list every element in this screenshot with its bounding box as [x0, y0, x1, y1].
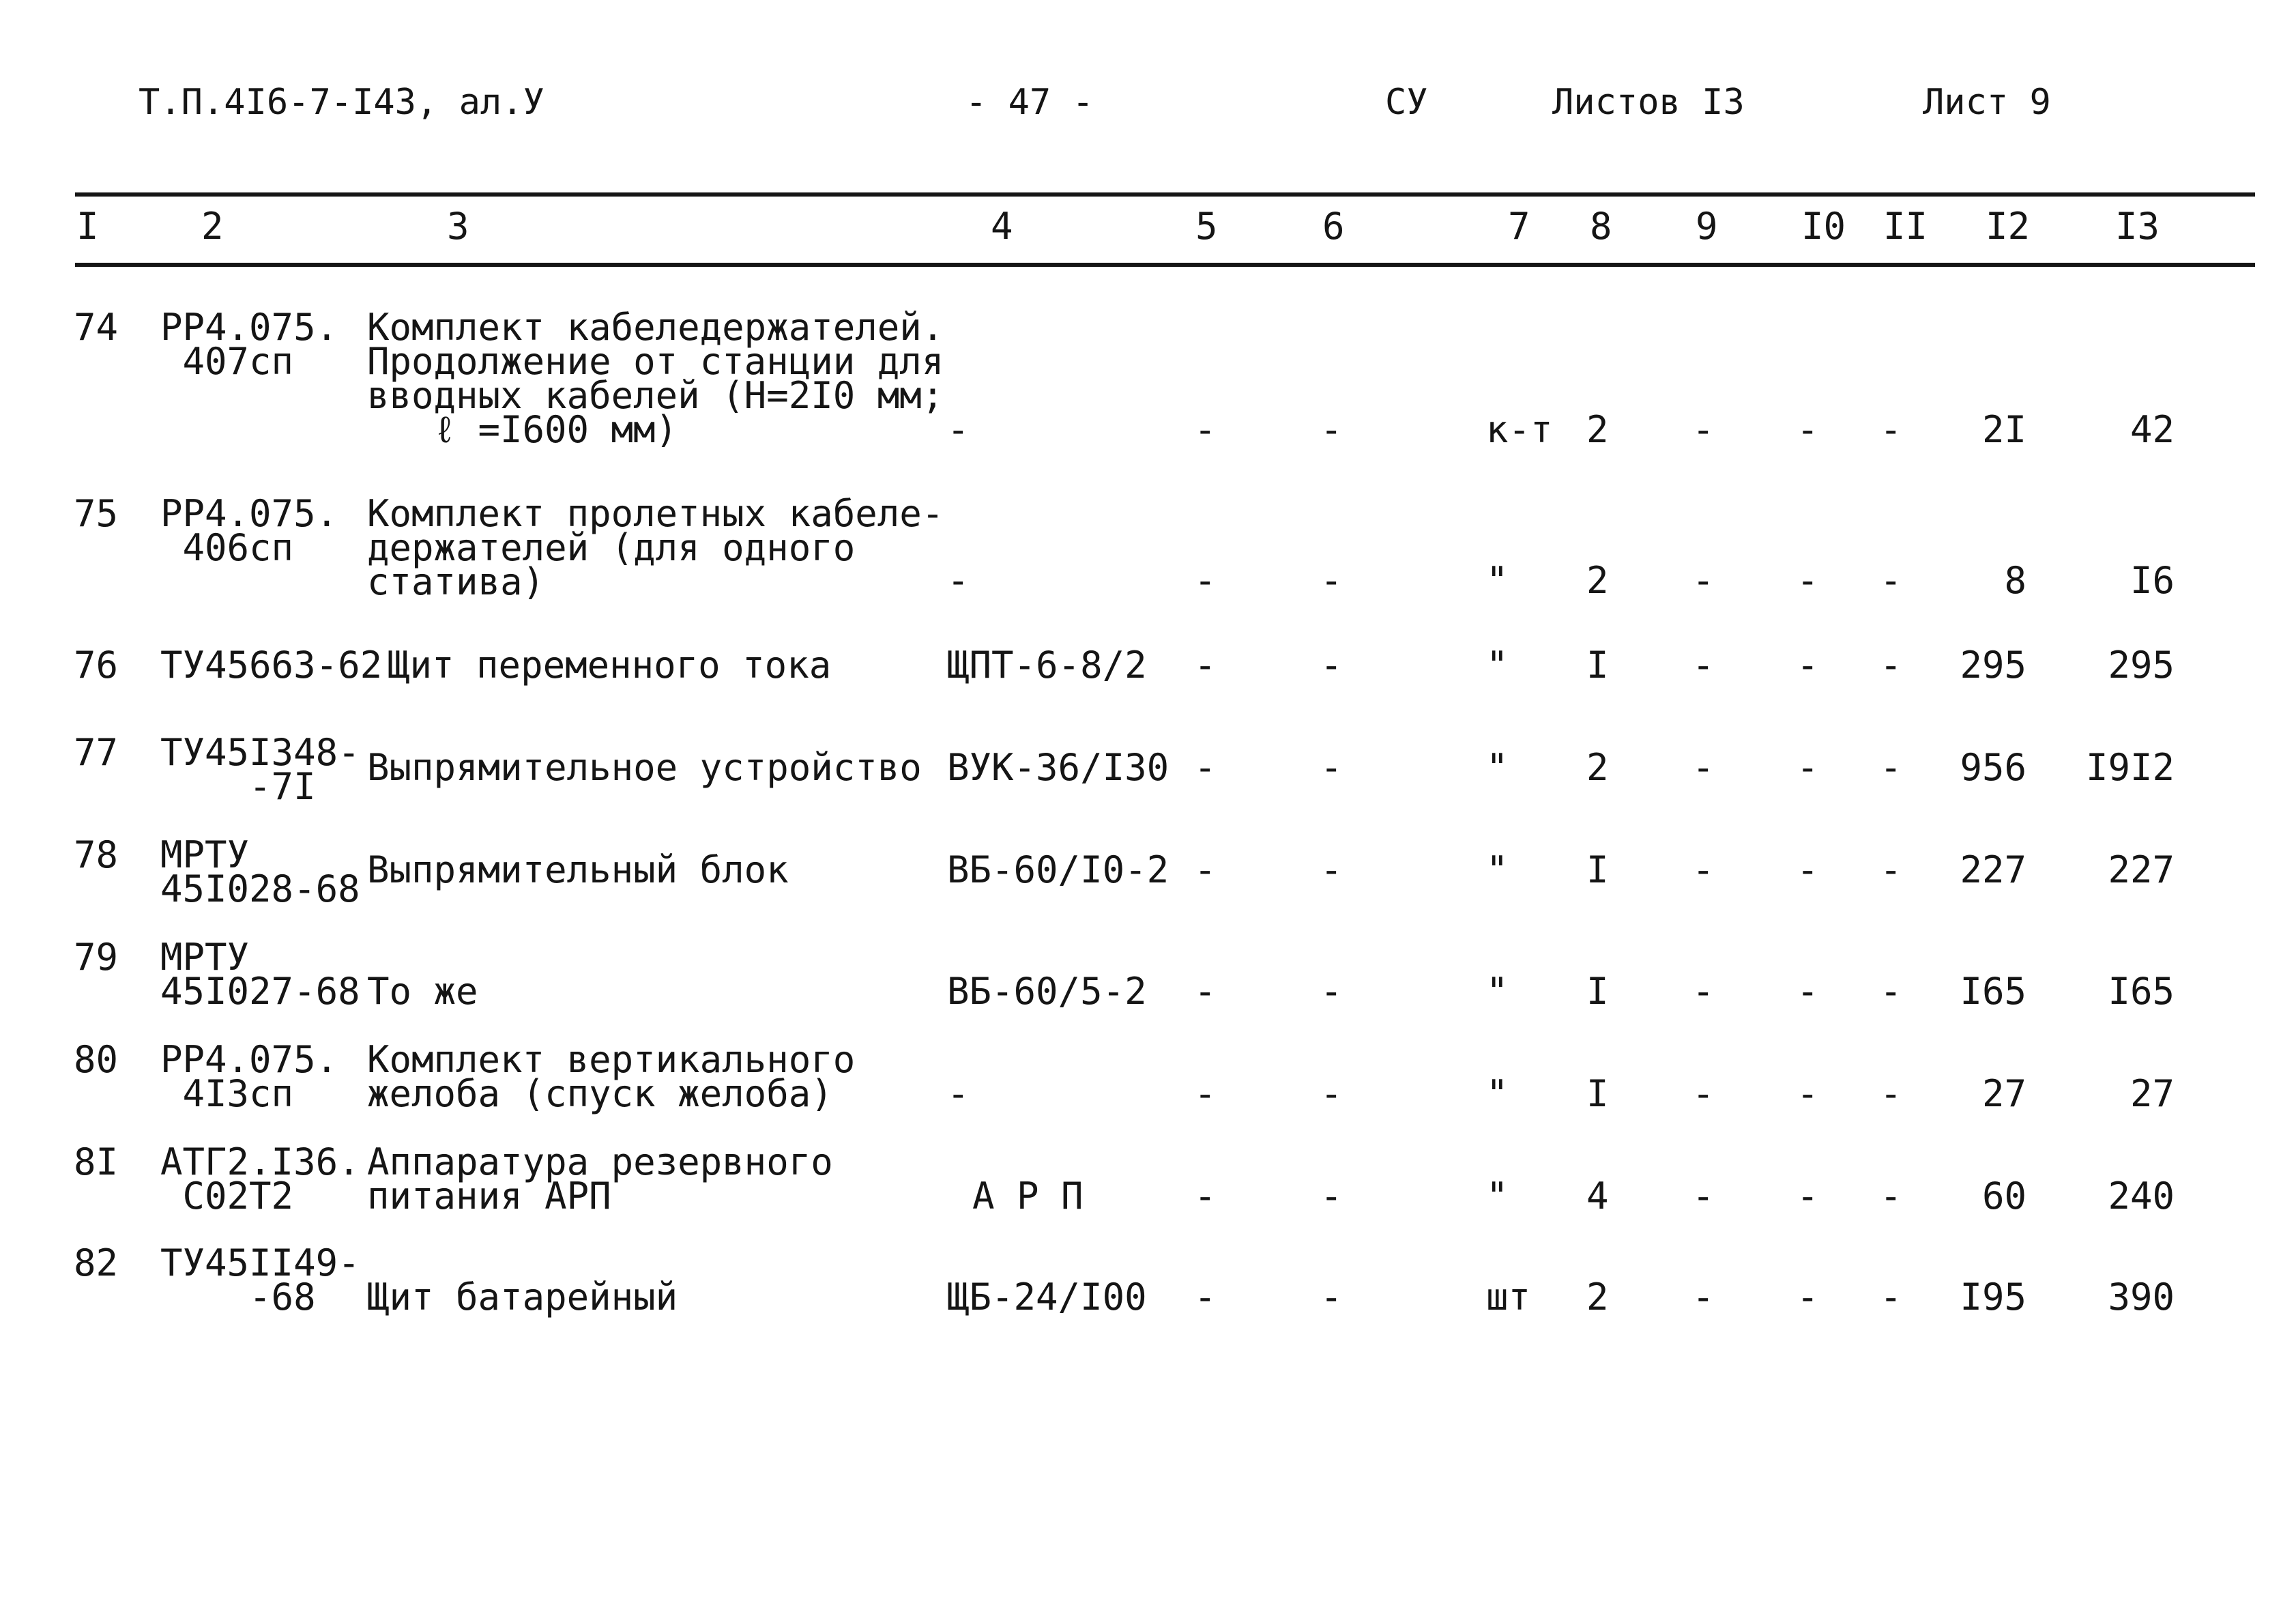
item-code: МРТУ 45I027-68	[160, 936, 360, 1013]
col9-value: -	[1692, 1175, 1715, 1218]
unit-price: 956	[1960, 746, 2026, 789]
col9-value: -	[1692, 746, 1715, 789]
quantity: 2	[1586, 1276, 1609, 1319]
col6-value: -	[1320, 970, 1343, 1013]
unit: "	[1486, 746, 1509, 789]
column-number: II	[1883, 205, 1928, 248]
column-number: 5	[1195, 205, 1218, 248]
quantity: I	[1586, 970, 1609, 1013]
item-type: -	[947, 559, 970, 602]
quantity: 2	[1586, 408, 1609, 451]
total-price: I6	[2130, 559, 2175, 602]
col11-value: -	[1880, 1175, 1902, 1218]
item-type: ВУК-36/I30	[947, 746, 1169, 789]
col10-value: -	[1797, 746, 1819, 789]
col10-value: -	[1797, 559, 1819, 602]
item-code: ТУ45II49- -68	[160, 1241, 360, 1319]
item-type: ЩБ-24/I00	[947, 1276, 1147, 1319]
item-type: ВБ-60/I0-2	[947, 848, 1169, 891]
col10-value: -	[1797, 1175, 1819, 1218]
col5-value: -	[1194, 559, 1217, 602]
unit-price: 60	[1981, 1175, 2026, 1218]
col5-value: -	[1194, 746, 1217, 789]
page-number: - 47 -	[965, 82, 1094, 123]
col6-value: -	[1320, 1276, 1343, 1319]
col10-value: -	[1797, 970, 1819, 1013]
quantity: 2	[1586, 559, 1609, 602]
row-number: 82	[74, 1241, 119, 1284]
item-name: Щит батарейный	[367, 1276, 678, 1319]
unit: шт	[1486, 1276, 1531, 1319]
col5-value: -	[1194, 408, 1217, 451]
sheet-number: Лист 9	[1923, 82, 2051, 123]
document-code: Т.П.4I6-7-I43, ал.У	[139, 82, 544, 123]
item-name: Комплект кабеледержателей. Продолжение от станции для вводных кабелей (Н=2I0 мм; ℓ =I600 мм)	[367, 306, 944, 451]
total-price: 240	[2108, 1175, 2175, 1218]
column-number: 6	[1322, 205, 1345, 248]
item-type: -	[947, 1072, 970, 1115]
row-number: 8I	[74, 1140, 119, 1183]
column-number: 4	[991, 205, 1013, 248]
row-number: 74	[74, 306, 119, 349]
item-type: -	[947, 408, 970, 451]
quantity: I	[1586, 848, 1609, 891]
unit-price: 27	[1981, 1072, 2026, 1115]
row-number: 79	[74, 936, 119, 979]
total-price: I9I2	[2085, 746, 2175, 789]
table-top-rule	[75, 192, 2255, 197]
col5-value: -	[1194, 848, 1217, 891]
column-number: 7	[1508, 205, 1530, 248]
col6-value: -	[1320, 1175, 1343, 1218]
column-number: I0	[1801, 205, 1846, 248]
column-number: 2	[201, 205, 224, 248]
col11-value: -	[1880, 644, 1902, 687]
col6-value: -	[1320, 408, 1343, 451]
col9-value: -	[1692, 970, 1715, 1013]
unit-price: I65	[1960, 970, 2026, 1013]
unit: "	[1486, 848, 1509, 891]
col9-value: -	[1692, 1072, 1715, 1115]
column-number: 8	[1590, 205, 1612, 248]
unit-price: I95	[1960, 1276, 2026, 1319]
col11-value: -	[1880, 408, 1902, 451]
col6-value: -	[1320, 559, 1343, 602]
item-type: А Р П	[972, 1175, 1084, 1218]
unit-price: 227	[1960, 848, 2026, 891]
item-code: РР4.075. 406сп	[160, 492, 338, 569]
table-header-rule	[75, 263, 2255, 267]
quantity: I	[1586, 644, 1609, 687]
col11-value: -	[1880, 970, 1902, 1013]
total-price: 27	[2130, 1072, 2175, 1115]
column-number: 9	[1696, 205, 1718, 248]
unit-price: 295	[1960, 644, 2026, 687]
col5-value: -	[1194, 644, 1217, 687]
item-type: ЩПТ-6-8/2	[947, 644, 1147, 687]
quantity: 2	[1586, 746, 1609, 789]
row-number: 75	[74, 492, 119, 535]
quantity: 4	[1586, 1175, 1609, 1218]
column-number: I2	[1986, 205, 2031, 248]
section-code: СУ	[1385, 82, 1428, 123]
col11-value: -	[1880, 559, 1902, 602]
unit-price: 8	[2004, 559, 2026, 602]
column-number: 3	[447, 205, 469, 248]
unit: "	[1486, 1072, 1509, 1115]
col9-value: -	[1692, 408, 1715, 451]
unit-price: 2I	[1981, 408, 2026, 451]
col9-value: -	[1692, 1276, 1715, 1319]
col10-value: -	[1797, 848, 1819, 891]
col5-value: -	[1194, 970, 1217, 1013]
unit: "	[1486, 1175, 1509, 1218]
col11-value: -	[1880, 1072, 1902, 1115]
item-name: Щит переменного тока	[388, 644, 832, 687]
row-number: 77	[74, 731, 119, 774]
item-name: Выпрямительный блок	[367, 848, 789, 891]
col5-value: -	[1194, 1276, 1217, 1319]
col11-value: -	[1880, 848, 1902, 891]
col10-value: -	[1797, 1072, 1819, 1115]
col5-value: -	[1194, 1072, 1217, 1115]
row-number: 76	[74, 644, 119, 687]
row-number: 78	[74, 833, 119, 876]
total-price: I65	[2108, 970, 2175, 1013]
item-code: РР4.075. 4I3сп	[160, 1038, 338, 1115]
col9-value: -	[1692, 644, 1715, 687]
item-name: Комплект пролетных кабеле- держателей (для одного статива)	[367, 492, 944, 603]
item-name: То же	[367, 970, 478, 1013]
item-code: МРТУ 45I028-68	[160, 833, 360, 910]
item-code: АТГ2.I36. С02Т2	[160, 1140, 360, 1218]
col10-value: -	[1797, 408, 1819, 451]
unit: "	[1486, 559, 1509, 602]
column-number: I	[76, 205, 99, 248]
column-number: I3	[2115, 205, 2160, 248]
col5-value: -	[1194, 1175, 1217, 1218]
item-code: РР4.075. 407сп	[160, 306, 338, 383]
col11-value: -	[1880, 1276, 1902, 1319]
total-price: 42	[2130, 408, 2175, 451]
col9-value: -	[1692, 848, 1715, 891]
col6-value: -	[1320, 1072, 1343, 1115]
total-price: 390	[2108, 1276, 2175, 1319]
item-name: Выпрямительное устройство	[367, 746, 922, 789]
col10-value: -	[1797, 644, 1819, 687]
unit: к-т	[1486, 408, 1553, 451]
item-type: ВБ-60/5-2	[947, 970, 1147, 1013]
col6-value: -	[1320, 644, 1343, 687]
col10-value: -	[1797, 1276, 1819, 1319]
item-name: Комплект вертикального желоба (спуск желоба)	[367, 1038, 856, 1115]
total-price: 227	[2108, 848, 2175, 891]
item-code: ТУ45663-62	[160, 644, 383, 687]
col6-value: -	[1320, 746, 1343, 789]
sheets-total: Листов I3	[1552, 82, 1745, 123]
item-name: Аппаратура резервного питания АРП	[367, 1140, 833, 1218]
unit: "	[1486, 644, 1509, 687]
quantity: I	[1586, 1072, 1609, 1115]
row-number: 80	[74, 1038, 119, 1081]
unit: "	[1486, 970, 1509, 1013]
col6-value: -	[1320, 848, 1343, 891]
col11-value: -	[1880, 746, 1902, 789]
total-price: 295	[2108, 644, 2175, 687]
col9-value: -	[1692, 559, 1715, 602]
item-code: ТУ45I348- -7I	[160, 731, 360, 808]
